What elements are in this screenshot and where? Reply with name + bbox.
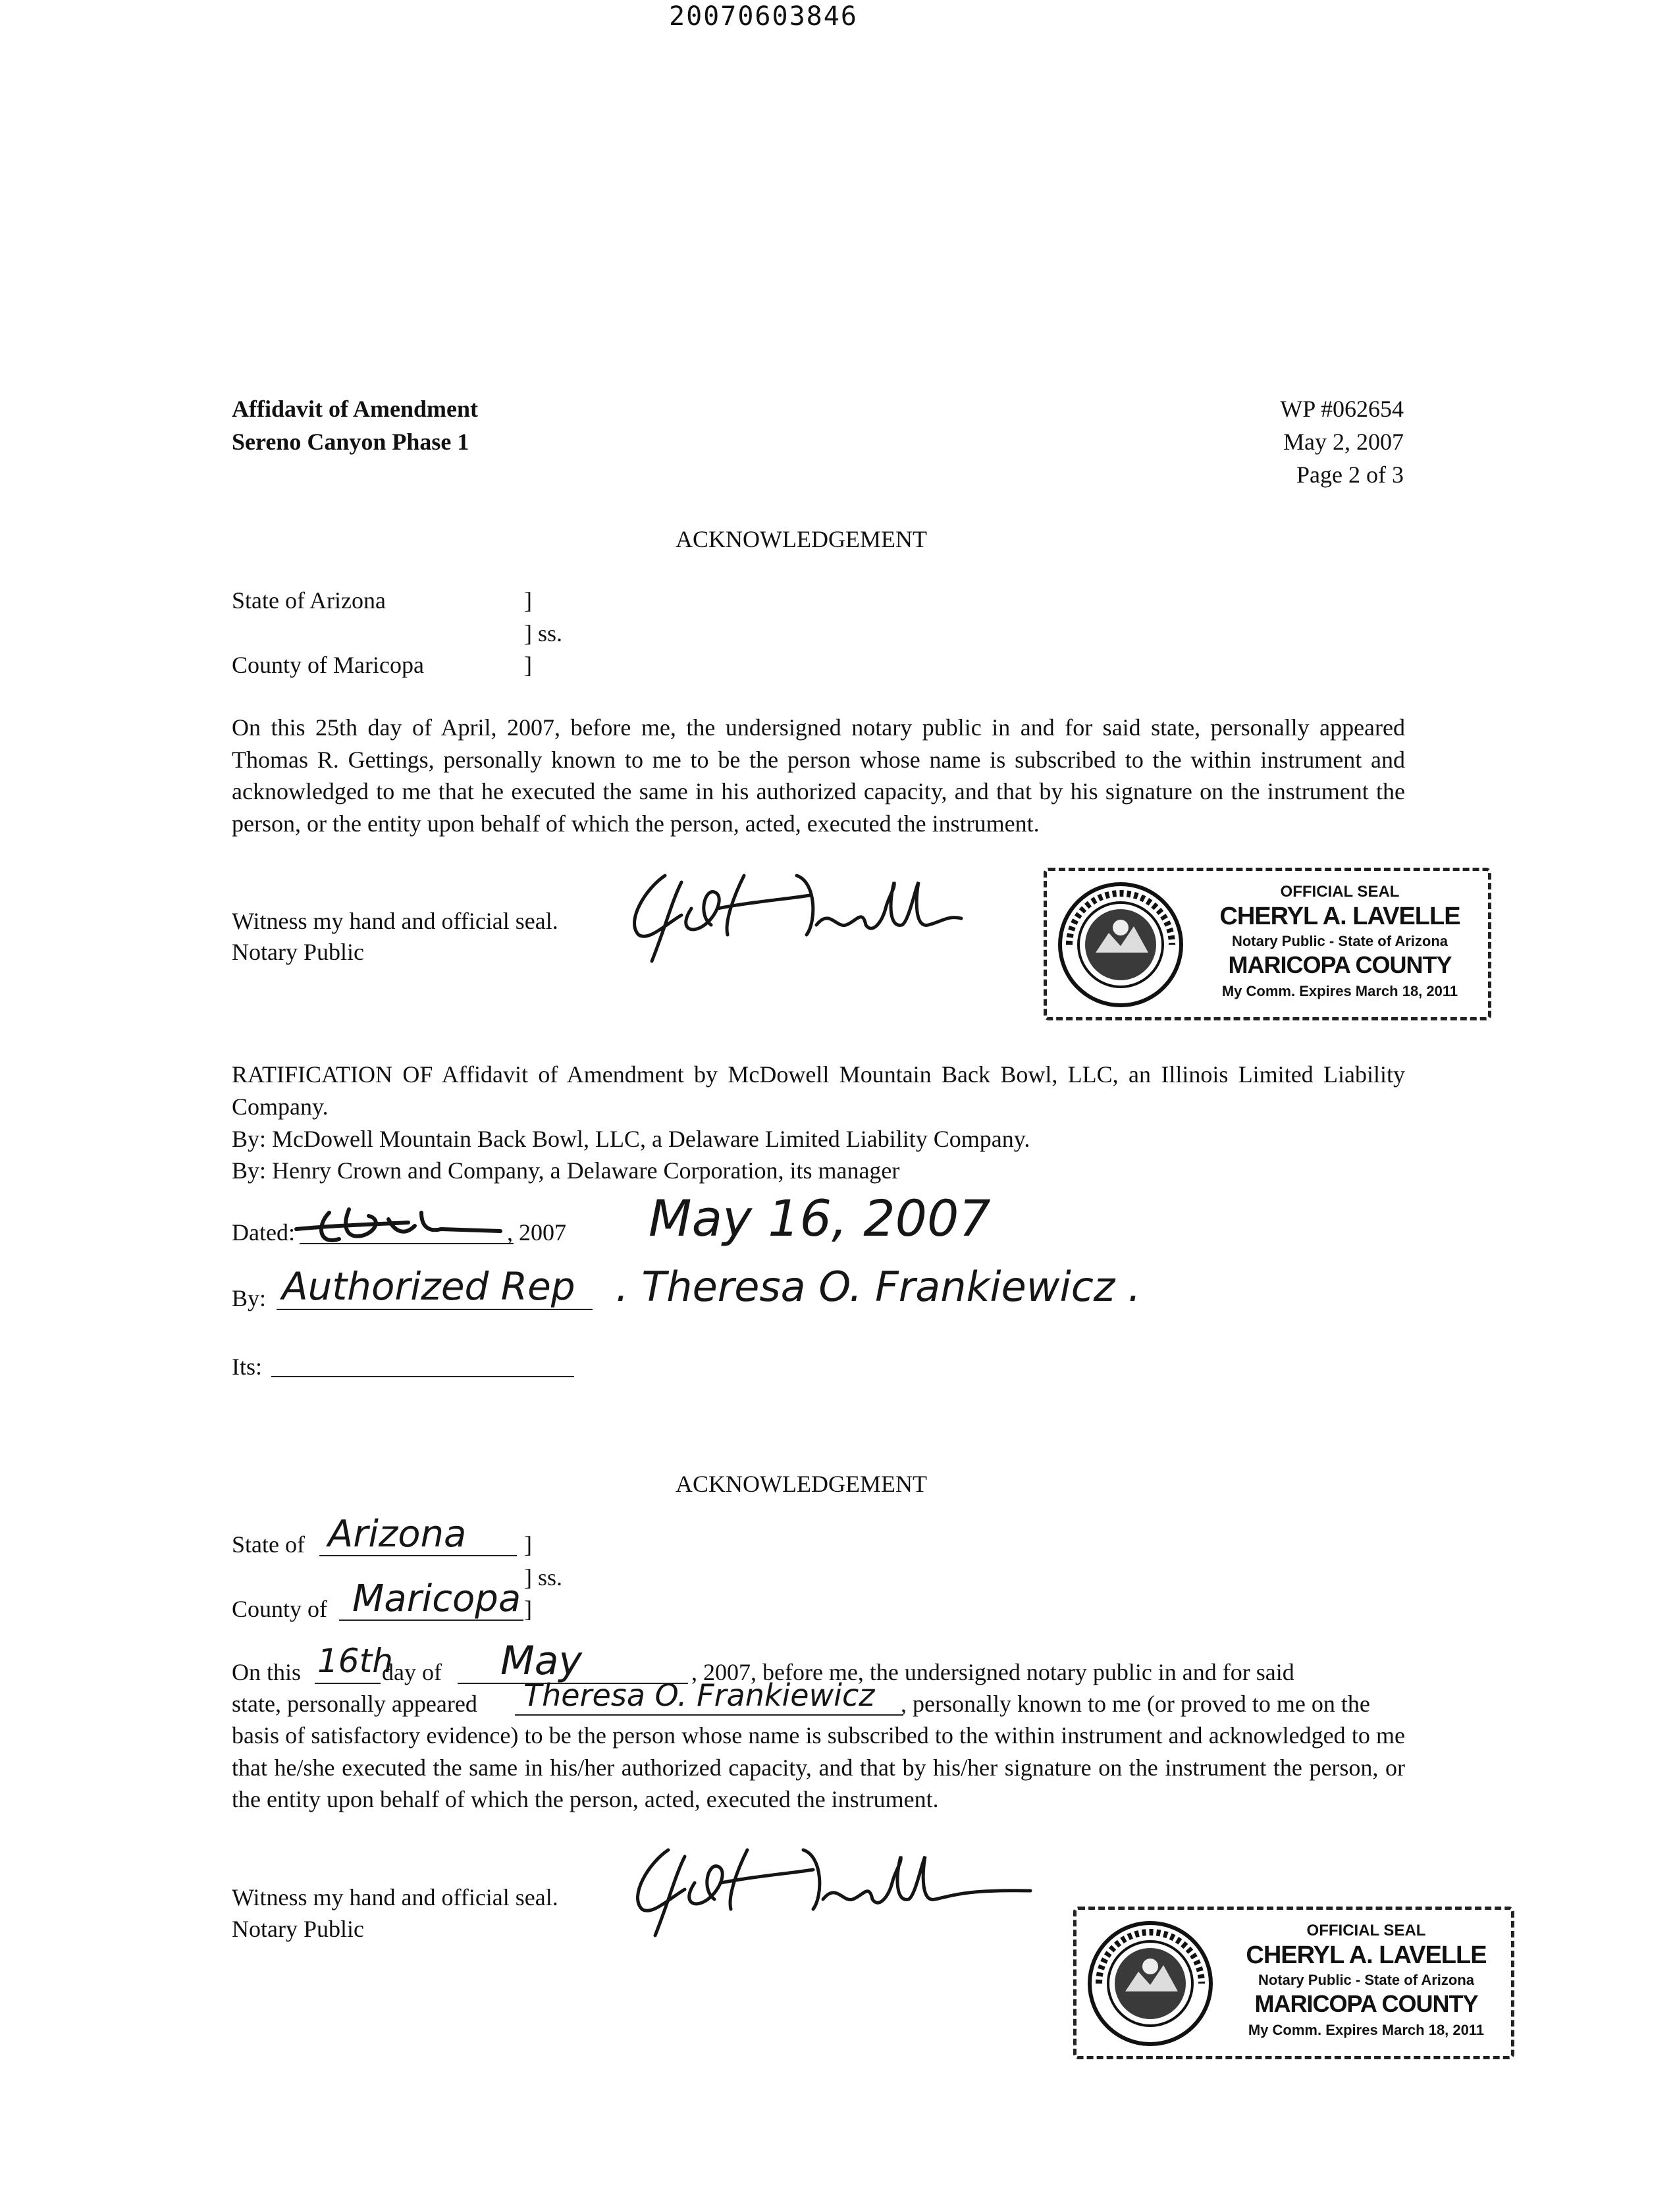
official-seal-2 xyxy=(1073,1907,1514,2059)
its-label: Its: xyxy=(232,1354,263,1380)
witness-line-1: Witness my hand and official seal. xyxy=(232,908,558,934)
dated-year: , 2007 xyxy=(507,1219,566,1246)
witness-line-2: Witness my hand and official seal. xyxy=(232,1884,558,1910)
seal-county-2: MARICOPA COUNTY xyxy=(1254,1990,1478,2017)
acknowledgement-body-2: basis of satisfactory evidence) to be the person whose name is subscribed to the within instrument and acknowledged to me that he/she executed the same in his/her authorized capacity, and that by his/her signature on the instrument the person, or the entity upon behalf of which the person, acted, executed the instrument. xyxy=(232,1722,1405,1812)
by-handwritten-title: Authorized Rep xyxy=(282,1264,575,1309)
notary-signature-2 xyxy=(622,1837,1044,1942)
ack2-line1-start: On this xyxy=(232,1659,302,1685)
seal-official-label-1: OFFICIAL SEAL xyxy=(1280,883,1400,901)
ss-label-1: ] ss. xyxy=(524,620,563,646)
notary-public-label-2: Notary Public xyxy=(232,1916,364,1942)
ack2-line1-dayof: day of xyxy=(382,1659,442,1685)
day-handwritten: 16th xyxy=(317,1642,393,1680)
notary-signature-1 xyxy=(619,862,974,968)
state-label-1: State of Arizona xyxy=(232,587,386,614)
document-title: Affidavit of Amendment xyxy=(232,396,478,422)
ratification-by-line-1: By: McDowell Mountain Back Bowl, LLC, a Delaware Limited Liability Company. xyxy=(232,1126,1030,1152)
seal-expiry-1: My Comm. Expires March 18, 2011 xyxy=(1221,983,1458,999)
dated-strikeout-mark xyxy=(290,1199,514,1252)
bracket-2c: ] xyxy=(524,1596,532,1622)
document-subtitle: Sereno Canyon Phase 1 xyxy=(232,429,469,455)
month-handwritten: May xyxy=(500,1638,583,1684)
state-handwritten-2: Arizona xyxy=(328,1513,467,1556)
dated-handwritten: May 16, 2007 xyxy=(649,1189,991,1248)
acknowledgement-heading-2: ACKNOWLEDGEMENT xyxy=(676,1471,927,1497)
by-handwritten-name: . Theresa O. Frankiewicz . xyxy=(616,1263,1141,1311)
county-label-1: County of Maricopa xyxy=(232,652,424,678)
seal-official-label-2: OFFICIAL SEAL xyxy=(1306,1922,1426,1939)
acknowledgement-heading-1: ACKNOWLEDGEMENT xyxy=(676,526,927,552)
ack2-line1-end: , 2007, before me, the undersigned notary public in and for said xyxy=(691,1659,1294,1685)
bracket-1c: ] xyxy=(524,652,532,678)
state-seal-emblem-2 xyxy=(1086,1919,1215,2048)
document-date: May 2, 2007 xyxy=(1283,429,1404,455)
day-field xyxy=(315,1683,381,1684)
ratification-by-line-2: By: Henry Crown and Company, a Delaware Corporation, its manager xyxy=(232,1157,900,1184)
document-number: 20070603846 xyxy=(669,1,858,32)
seal-notary-state-2: Notary Public - State of Arizona xyxy=(1258,1972,1474,1988)
official-seal-1 xyxy=(1044,868,1491,1020)
state-seal-emblem-1 xyxy=(1056,880,1185,1009)
by-label: By: xyxy=(232,1285,267,1311)
ack2-line2-end: , personally known to me (or proved to me on the xyxy=(901,1691,1370,1717)
page-indicator: Page 2 of 3 xyxy=(1296,461,1404,488)
its-field xyxy=(271,1376,574,1377)
dated-label: Dated: xyxy=(232,1219,295,1246)
ratification-text: RATIFICATION OF Affidavit of Amendment by McDowell Mountain Back Bowl, LLC, an Illinois Limited Liability Company. xyxy=(232,1061,1405,1120)
bracket-2a: ] xyxy=(524,1531,532,1558)
bracket-1a: ] xyxy=(524,587,532,614)
seal-notary-state-1: Notary Public - State of Arizona xyxy=(1231,933,1448,949)
seal-notary-name-1: CHERYL A. LAVELLE xyxy=(1219,903,1460,930)
ack2-line2-start: state, personally appeared xyxy=(232,1691,477,1717)
seal-notary-name-2: CHERYL A. LAVELLE xyxy=(1246,1941,1487,1969)
appeared-name-handwritten: Theresa O. Frankiewicz xyxy=(523,1677,875,1713)
acknowledgement-body-1: On this 25th day of April, 2007, before me, the undersigned notary public in and for said state, personally appeared Thomas R. Gettings, personally known to me to be the person whose name is subscribed to the within instrument and acknowledged to me that he executed the same in his authorized capacity, and that by his signature on the instrument the person, or the entity upon behalf of which the person, acted, executed the instrument. xyxy=(232,714,1405,837)
by-field xyxy=(277,1309,593,1310)
reference-number: WP #062654 xyxy=(1280,396,1404,422)
seal-county-1: MARICOPA COUNTY xyxy=(1228,951,1452,978)
notary-public-label-1: Notary Public xyxy=(232,939,364,965)
seal-expiry-2: My Comm. Expires March 18, 2011 xyxy=(1248,2022,1485,2038)
state-label-2: State of xyxy=(232,1531,305,1558)
ss-label-2: ] ss. xyxy=(524,1564,563,1591)
county-handwritten-2: Maricopa xyxy=(352,1577,521,1620)
appeared-name-field xyxy=(515,1714,903,1716)
county-label-2: County of xyxy=(232,1596,328,1622)
